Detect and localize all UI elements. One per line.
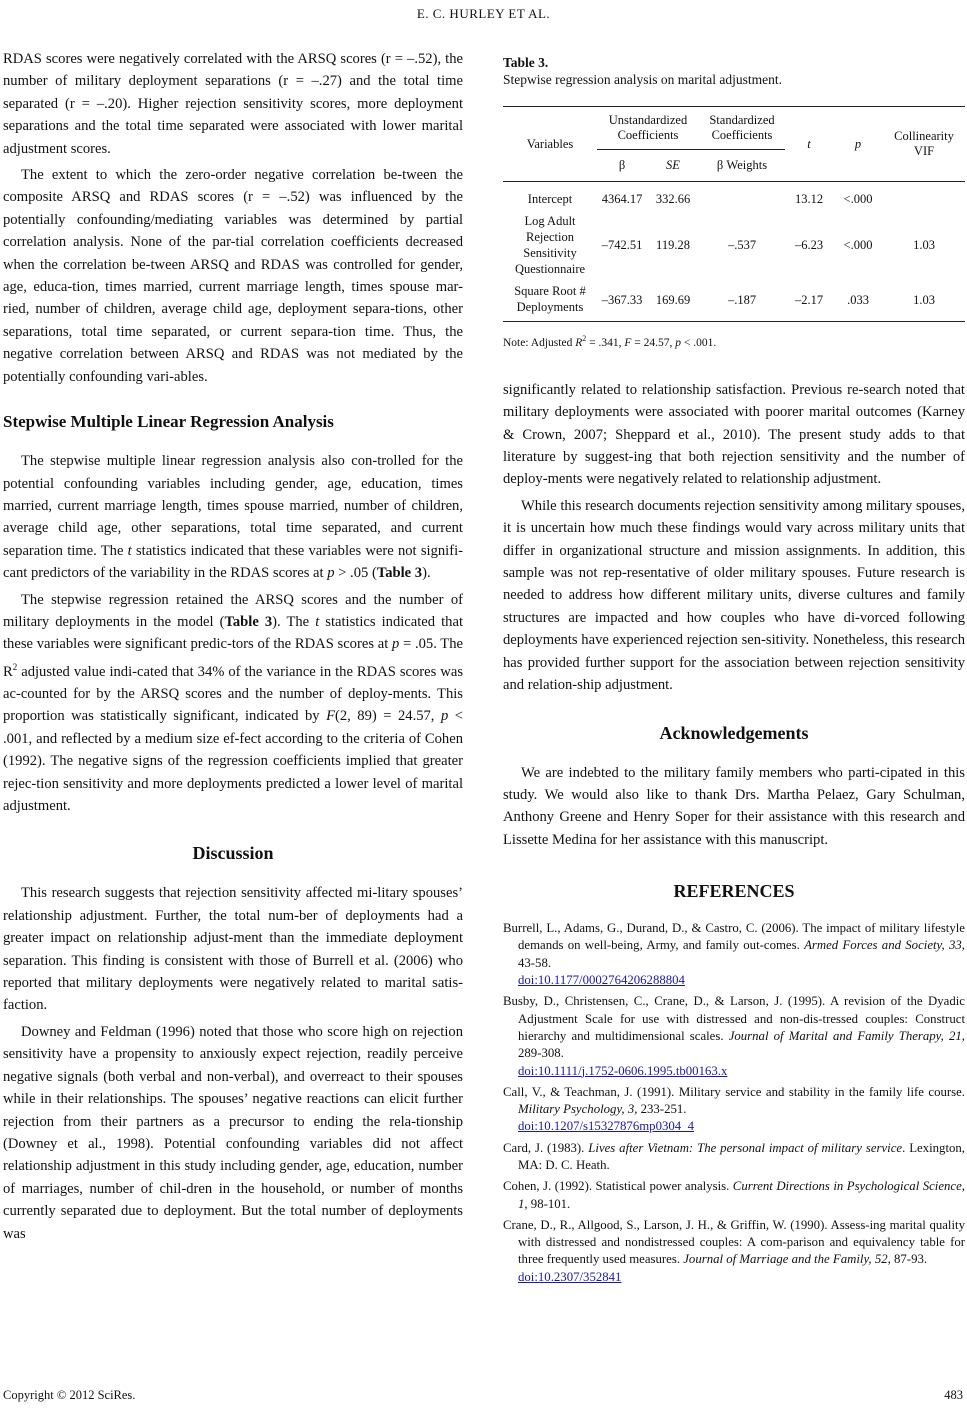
table-row: Square Root # Deployments –367.33 169.69 –.187 –2.17 .033 1.03 <box>503 280 965 322</box>
header-standardized: Standardized Coefficients <box>699 107 785 150</box>
table-row: Intercept 4364.17 332.66 13.12 <.000 <box>527 192 873 206</box>
header-unstandardized: Unstandardized Coefficients <box>597 107 699 150</box>
paragraph: The stepwise multiple linear regression analysis also con-trolled for the potential confounding variables including gender, age, education, times married, current marriage length, times spouse married, number of children, average child age, other separations, total time separated, and current separation time. The t statistics indicated that these variables were not signifi-cant predictors of the variability in the RDAS scores at p > .05 (Table 3). <box>3 453 463 582</box>
header-vif: Collinearity VIF <box>883 107 965 182</box>
paragraph: We are indebted to the military family members who parti-cipated in this study. We would also like to thank Drs. Martha Pelaez, Gary Schulman, Anthony Greene and Henry Soper for their assistance with this research and Lissette Medina for her assistance with this manuscript. <box>503 764 965 848</box>
header-se: SE <box>647 150 699 182</box>
paragraph: While this research documents rejection sensitivity among military spouses, it is uncertain how much these findings would vary across military units that differ in organizational structure and mission assignments. In addition, this sample was not rep-resentative of older military spouses. Future research is needed to address how different military units, diverse cultures and family structures are impacted and how couples who have di-vorced following deployments have experienced rejection sen-sitivity. Nonetheless, this research has provided further support for the association between rejection sensitivity and relation-ship adjustment. <box>503 497 965 694</box>
paragraph: The stepwise regression retained the ARSQ scores and the number of military deployments in the model (Table 3). The t statistics indicated that these variables were significant predic-tors of the RDAS scores at p = .05. The $R^2$ adjusted value indi-cated that 34% of the variance in the RDAS scores was ac-counted for by the ARSQ scores and the number of deploy-ments. This proportion was statistically significant, indicated by F(2, 89) = 24.57, p < .001, and reflected by a medium size ef-fect according to the criteria of Cohen (1992). The negative signs of the regression coefficients implied that greater rejec-tion sensitivity and more deployments predicted a lower level of marital adjustment. <box>3 591 463 815</box>
reference-item: Burrell, L., Adams, G., Durand, D., & Castro, C. (2006). The impact of military lifestyle demands on well-being, Army, and family out-comes. Armed Forces and Society, 33, 43-58. doi:10.1177/0002764206288804 <box>503 920 965 989</box>
doi-link[interactable]: doi:10.1111/j.1752-0606.1995.tb00163.x <box>518 1063 728 1078</box>
section-heading-acknowledgements: Acknowledgements <box>659 722 809 743</box>
regression-table <box>503 106 965 322</box>
paragraph: This research suggests that rejection sensitivity affected mi-litary spouses’ relationship adjustment. Further, the total num-ber of deployments had a greater impact on relationship adjust-ment than the immediate deployment separation. This finding is consistent with those of Burrell et al. (2006) who reported that military deployments were negatively related to marital satis-faction. <box>3 885 463 1014</box>
table-note: Note: Adjusted $R^2 = .341$, F = 24.57, p < .001. <box>503 334 717 349</box>
paragraph: significantly related to relationship satisfaction. Previous re-search noted that military deployments were associated with poorer marital outcomes (Karney & Crown, 2007; Sheppard et al., 2010). The present study adds to that literature by suggest-ing that both rejection sensitivity and the number of deploy-ments were negatively related to relationship adjustment. <box>503 381 965 488</box>
reference-item: Cohen, J. (1992). Statistical power analysis. Current Directions in Psychological Science, 1, 98-101. <box>503 1179 965 1211</box>
table-row: Log Adult Rejection Sensitivity Questionnaire –742.51 119.28 –.537 –6.23 <.000 1.03 <box>514 214 935 276</box>
header-t: t <box>785 107 833 182</box>
copyright-footer: Copyright © 2012 SciRes. <box>3 1388 136 1402</box>
table-reference-link[interactable]: Table 3 <box>224 613 273 630</box>
section-heading-discussion: Discussion <box>192 843 274 864</box>
paragraph: The extent to which the zero-order negative correlation be-tween the composite ARSQ and RDAS scores (r = –.52) was influenced by the potentially confounding/mediating variables was determined by partial correlation analysis. None of the par-tial correlation coefficients decreased when the correlation be-tween ARSQ and RDAS was controlled for gender, age, educa-tion, times married, current marriage length, times spouse mar-ried, number of children, average child age, deployment separa-tions, other separations, total time separated, or current separa-tion time. Thus, the negative correlation between ARSQ and RDAS was not mediated by the potentially confounding vari-ables. <box>3 167 463 385</box>
table-reference-link[interactable]: Table 3 <box>376 565 423 582</box>
table-caption <box>503 54 965 88</box>
table-label: Table 3. <box>503 55 549 70</box>
header-variables: Variables <box>503 107 597 182</box>
doi-link[interactable]: doi:10.2307/352841 <box>518 1269 622 1284</box>
section-heading-references: REFERENCES <box>673 881 795 902</box>
reference-list <box>503 920 965 1286</box>
right-column <box>503 48 965 1290</box>
section-heading-stepwise: Stepwise Multiple Linear Regression Analysis <box>3 412 334 432</box>
paragraph: RDAS scores were negatively correlated with the ARSQ scores (r = –.52), the number of military deployment separations (r = –.27) and the total time separated (r = –.20). Higher rejection sensitivity scores, more deployment separations and the total time separated were associated with lower marital adjustment scores. <box>3 51 463 157</box>
table-title: Stepwise regression analysis on marital adjustment. <box>503 72 782 87</box>
reference-item: Crane, D., R., Allgood, S., Larson, J. H., & Griffin, W. (1990). Assess-ing marital quality with distressed and nondistressed couples: A com-parison and equivalency table for three frequently used measures. Journal of Marriage and the Family, 52, 87-93. doi:10.2307/352841 <box>503 1217 965 1286</box>
reference-item: Card, J. (1983). Lives after Vietnam: The personal impact of military service. Lexington, MA: D. C. Heath. <box>503 1140 966 1172</box>
doi-link[interactable]: doi:10.1207/s15327876mp0304_4 <box>518 1119 694 1134</box>
page-number: 483 <box>944 1388 963 1402</box>
reference-item: Busby, D., Christensen, C., Crane, D., & Larson, J. (1995). A revision of the Dyadic Adjustment Scale for use with distressed and non-dis-tressed couples: Construct hierarchy and multidimensional scales. Journal of Marital and Family Therapy, 21, 289-308. doi:10.1111/j.1752-0606.1995.tb00163.x <box>503 993 965 1079</box>
header-p: p <box>833 107 883 182</box>
paragraph: Downey and Feldman (1996) noted that those who score high on rejection sensitivity have a propensity to anxiously expect rejection, readily perceive negative signals (both verbal and non-verbal), and overreact to their spouses while in their relationships. The spouses’ negative reactions can elicit further rejection from their partners as a precursor to ending the rela-tionship (Downey et al., 1998). Potential confounding variables did not affect relationship adjustment in this study including gender, age, education, number of marriages, number of chil-dren in the household, or number of months currently separated due to deployment. But the total number of deployments was <box>3 1023 463 1242</box>
header-beta: β <box>597 150 647 182</box>
running-head: E. C. HURLEY ET AL. <box>416 6 551 21</box>
header-beta-weights: β Weights <box>699 150 785 182</box>
doi-link[interactable]: doi:10.1177/0002764206288804 <box>518 973 685 988</box>
left-column <box>3 48 463 1245</box>
reference-item: Call, V., & Teachman, J. (1991). Military service and stability in the family life course. Military Psychology, 3, 233-251. doi:10.1207/s15327876mp0304_4 <box>503 1084 965 1136</box>
